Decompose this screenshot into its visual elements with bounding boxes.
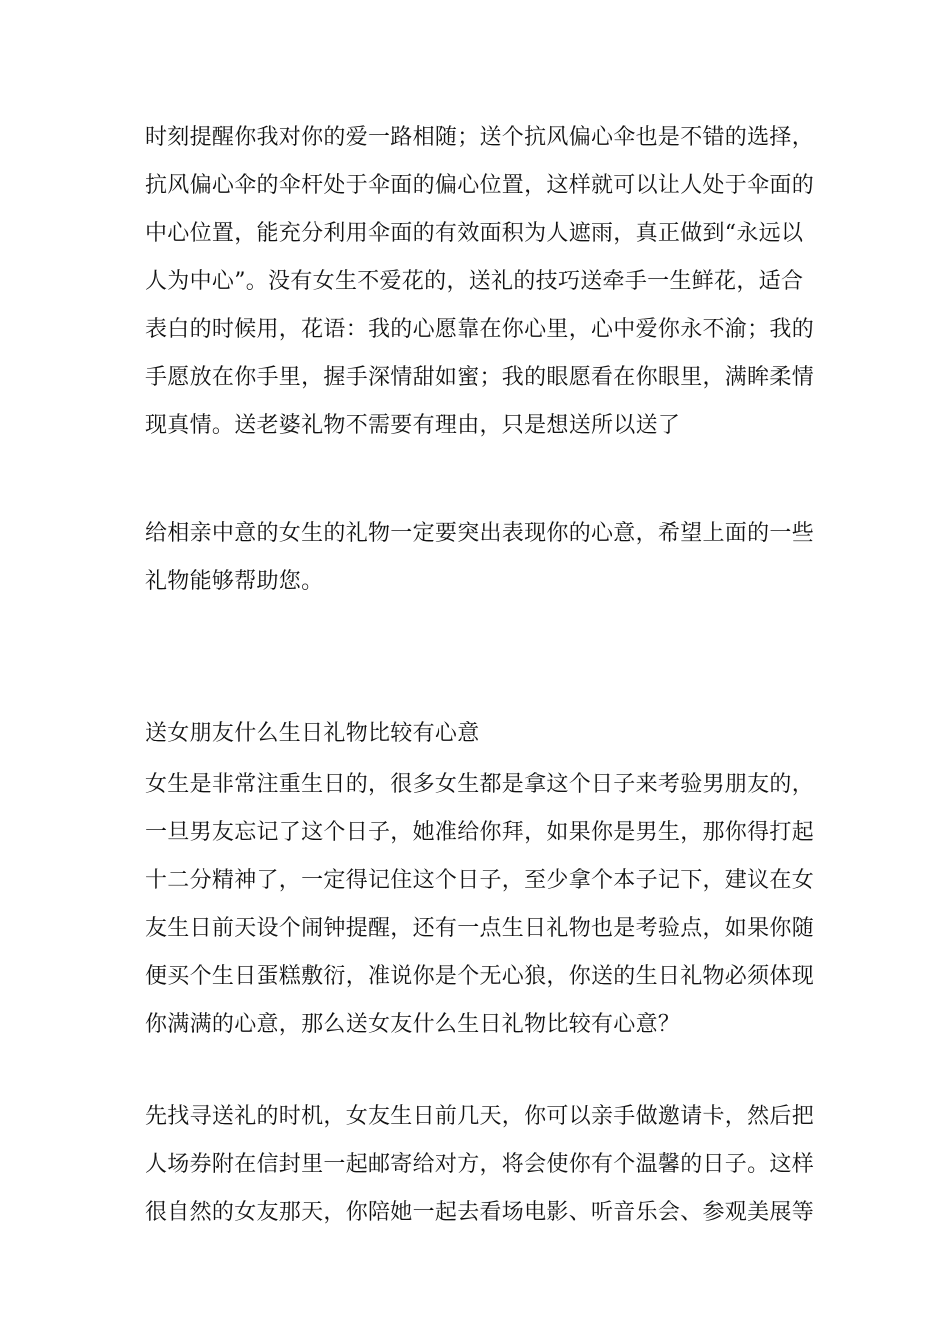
text-line: 很自然的女友那天，你陪她一起去看场电影、听音乐会、参观美展等 xyxy=(145,1200,815,1225)
text-line: 时刻提醒你我对你的爱一路相随；送个抗风偏心伞也是不错的选择， xyxy=(145,125,815,150)
paragraph-umbrella-flowers xyxy=(145,114,815,450)
text-line: 手愿放在你手里，握手深情甜如蜜；我的眼愿看在你眼里，满眸柔情 xyxy=(145,365,815,390)
text-line: 中心位置，能充分利用伞面的有效面积为人遮雨，真正做到“永远以 xyxy=(145,221,804,246)
heading-text: 送女朋友什么生日礼物比较有心意 xyxy=(145,721,480,746)
text-line: 现真情。送老婆礼物不需要有理由，只是想送所以送了 xyxy=(145,413,681,438)
text-line: 女生是非常注重生日的，很多女生都是拿这个日子来考验男朋友的， xyxy=(145,772,815,797)
paragraph-conclusion xyxy=(145,510,815,606)
text-line: 你满满的心意，那么送女友什么生日礼物比较有心意？ xyxy=(145,1012,681,1037)
text-line: 人场券附在信封里一起邮寄给对方，将会使你有个温馨的日子。这样 xyxy=(145,1152,815,1177)
text-line: 友生日前天设个闹钟提醒，还有一点生日礼物也是考验点，如果你随 xyxy=(145,916,815,941)
text-line: 人为中心”。没有女生不爱花的，送礼的技巧送牵手一生鲜花，适合 xyxy=(145,269,804,294)
section-heading xyxy=(145,713,815,755)
paragraph-gift-timing xyxy=(145,1093,815,1237)
text-line: 礼物能够帮助您。 xyxy=(145,569,324,594)
text-line: 抗风偏心伞的伞杆处于伞面的偏心位置，这样就可以让人处于伞面的 xyxy=(145,173,815,198)
text-line: 给相亲中意的女生的礼物一定要突出表现你的心意，希望上面的一些 xyxy=(145,521,815,546)
text-line: 便买个生日蛋糕敷衍，准说你是个无心狼，你送的生日礼物必须体现 xyxy=(145,964,815,989)
text-line: 表白的时候用，花语：我的心愿靠在你心里，心中爱你永不渝；我的 xyxy=(145,317,815,342)
text-line: 一旦男友忘记了这个日子，她准给你拜，如果你是男生，那你得打起 xyxy=(145,820,815,845)
text-line: 十二分精神了，一定得记住这个日子，至少拿个本子记下，建议在女 xyxy=(145,868,815,893)
paragraph-birthday-importance xyxy=(145,761,815,1049)
text-line: 先找寻送礼的时机，女友生日前几天，你可以亲手做邀请卡，然后把 xyxy=(145,1104,815,1129)
